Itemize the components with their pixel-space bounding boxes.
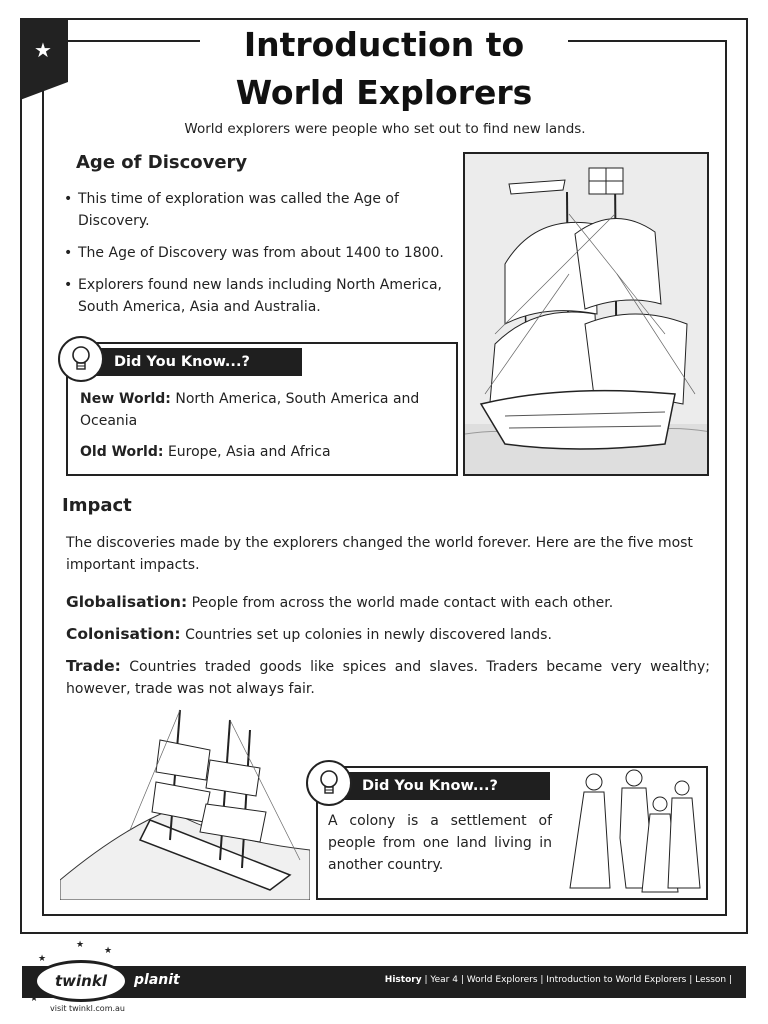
lightbulb-icon [58,336,104,382]
impact-label: Globalisation: [66,593,188,611]
impact-item-trade [66,655,710,700]
star-icon: ★ [34,38,52,62]
did-you-know-banner-1: Did You Know...? [94,348,302,376]
list-item: • The Age of Discovery was from about 1400 to 1800. [64,242,460,264]
impact-item-globalisation [66,591,710,614]
did-you-know-banner-2: Did You Know...? [342,772,550,800]
twinkl-logo-text: twinkl [55,972,107,990]
footer-subject: History [384,975,422,985]
sailing-ship-illustration [60,700,310,900]
page-title-line-1: Introduction to [243,25,525,64]
age-of-discovery-heading: Age of Discovery [76,152,248,173]
page-subtitle: World explorers were people who set out to find new lands. [184,121,586,137]
website-url[interactable]: visit twinkl.com.au [50,1004,125,1013]
colonists-illustration [560,768,706,898]
impact-label: Colonisation: [66,625,181,643]
new-world-label: New World: [80,391,171,407]
footer-breadcrumb [385,975,732,985]
impact-text: People from across the world made contact with each other. [191,595,614,611]
galleon-illustration [463,152,709,476]
list-item: • Explorers found new lands including North America, South America, Asia and Australia. [64,274,460,318]
colony-definition: A colony is a settlement of people from one land living in another country. [328,813,552,873]
old-world-text: Europe, Asia and Africa [167,444,331,460]
star-icon: ★ [104,946,113,956]
old-world-label: Old World: [80,444,164,460]
lightbulb-icon [306,760,352,806]
star-icon: ★ [38,954,47,964]
impact-label: Trade: [66,657,121,675]
page-title-line-2: World Explorers [235,73,533,112]
footer-breadcrumb-text: | Year 4 | World Explorers | Introduction to World Explorers | Lesson | [424,975,732,985]
impact-intro: The discoveries made by the explorers changed the world forever. Here are the five most important impacts. [66,535,693,573]
new-world-text: North America, South America and Oceania [80,391,420,429]
old-world-fact [80,441,440,463]
impact-heading: Impact [62,495,132,516]
twinkl-logo[interactable] [34,960,128,1002]
galleon-drawing [465,154,709,476]
star-icon: ★ [76,940,85,950]
impact-text: Countries traded goods like spices and slaves. Traders became very wealthy; however, trade was not always fair. [66,659,711,697]
footer-bar [22,966,746,998]
impact-item-colonisation [66,623,710,646]
new-world-fact [80,388,420,432]
planit-logo: planit [134,972,180,988]
age-of-discovery-list [64,188,460,328]
star-icon: ★ [30,994,39,1004]
impact-text: Countries set up colonies in newly discovered lands. [185,627,552,643]
list-item: • This time of exploration was called the Age of Discovery. [64,188,460,232]
title-block [200,20,568,120]
